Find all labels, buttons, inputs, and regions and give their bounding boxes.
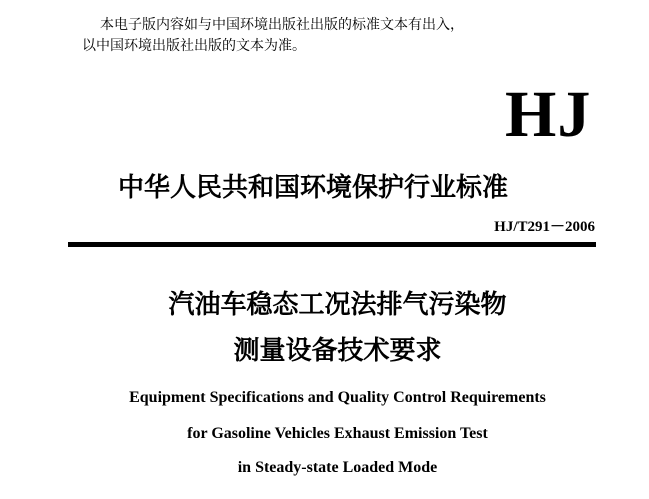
chinese-title-line-2: 测量设备技术要求	[233, 336, 442, 366]
standard-code: HJ/T291－2006	[494, 219, 595, 235]
disclaimer-line-1: 本电子版内容如与中国环境出版社出版的标准文本有出入，	[100, 17, 464, 33]
chinese-title-line-1: 汽油车稳态工况法排气污染物	[168, 290, 507, 320]
english-title-line-3: in Steady-state Loaded Mode	[237, 459, 438, 476]
header-divider	[68, 242, 596, 247]
hj-standard-mark: HJ	[505, 78, 592, 151]
english-title-line-1: Equipment Specifications and Quality Control Requirements	[129, 389, 546, 406]
english-title-line-2: for Gasoline Vehicles Exhaust Emission Test	[187, 425, 488, 442]
disclaimer-line-2: 以中国环境出版社出版的文本为准。	[82, 38, 306, 54]
standard-category-title: 中华人民共和国环境保护行业标准	[118, 173, 509, 203]
